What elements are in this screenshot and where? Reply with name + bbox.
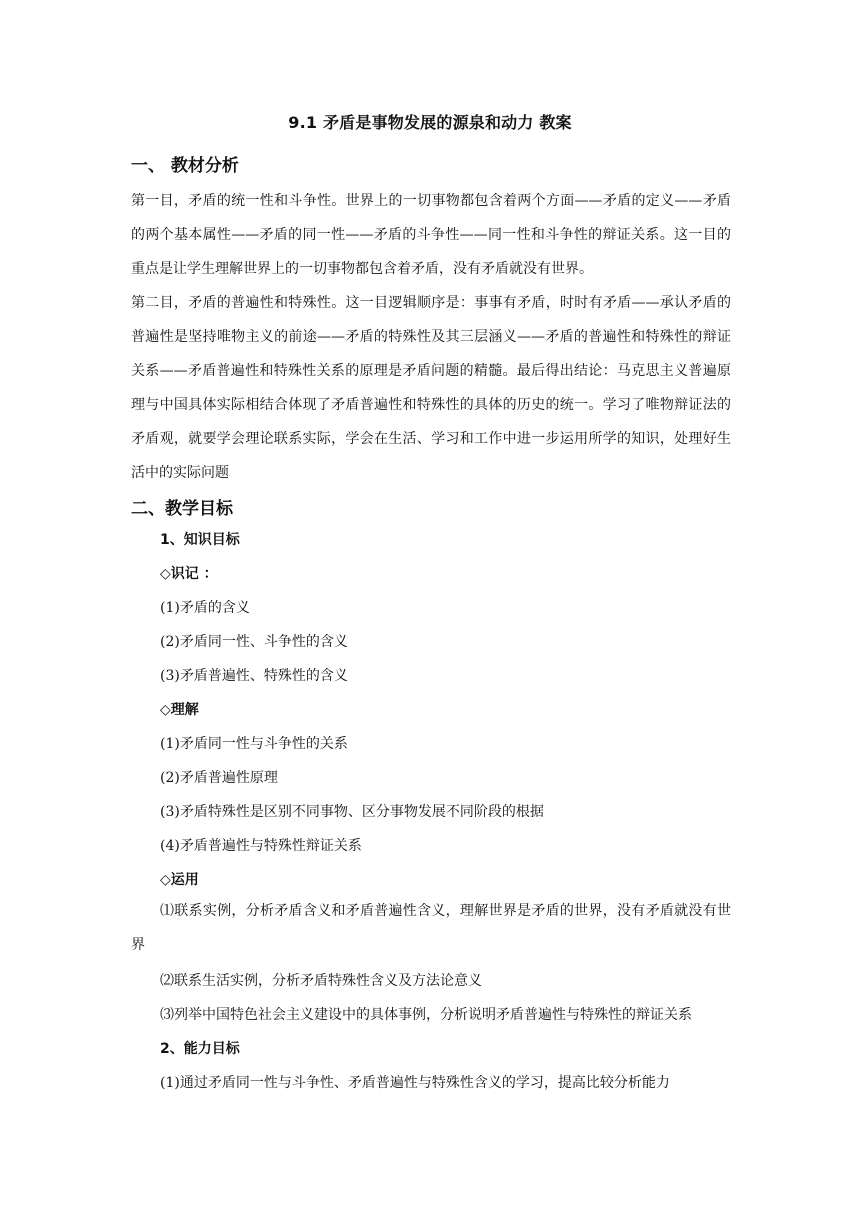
ability-item: (1)通过矛盾同一性与斗争性、矛盾普遍性与特殊性含义的学习，提高比较分析能力 xyxy=(160,1075,670,1091)
paragraph-second-topic: 第二目，矛盾的普遍性和特殊性。这一目逻辑顺序是：事事有矛盾，时时有矛盾——承认矛盾的普遍性是坚持唯物主义的前途——矛盾的特殊性及其三层涵义——矛盾的普遍性和特殊性的辩证关系——矛盾普遍性和特殊性关系的原理是矛盾问题的精髓。最后得出结论：马克思主义普遍原理与中国具体实际相结合体现了矛盾普遍性和特殊性的具体的历史的统一。学习了唯物辩证法的矛盾观，就要学会理论联系实际，学会在生活、学习和工作中进一步运用所学的知识，处理好生活中的实际问题 xyxy=(131,295,731,481)
recall-item: (1)矛盾的含义 xyxy=(160,600,250,616)
apply-item: ⑵联系生活实例，分析矛盾特殊性含义及方法论意义 xyxy=(160,973,482,989)
recall-item: (2)矛盾同一性、斗争性的含义 xyxy=(160,634,348,650)
recall-heading: ◇识记 ： xyxy=(160,566,218,582)
ability-goals-heading: 2、能力目标 xyxy=(160,1041,240,1057)
section-heading-textbook-analysis: 一、 教材分析 xyxy=(131,156,239,176)
apply-heading: ◇运用 xyxy=(160,872,199,888)
apply-item: ⑴联系实例，分析矛盾含义和矛盾普遍性含义，理解世界是矛盾的世界，没有矛盾就没有世界 xyxy=(131,903,731,953)
understand-heading: ◇理解 xyxy=(160,702,199,718)
understand-item: (3)矛盾特殊性是区别不同事物、区分事物发展不同阶段的根据 xyxy=(160,804,544,820)
understand-item: (4)矛盾普遍性与特殊性辩证关系 xyxy=(160,838,362,854)
document-title: 9.1 矛盾是事物发展的源泉和动力 教案 xyxy=(288,113,572,132)
knowledge-goals-heading: 1、知识目标 xyxy=(160,532,240,548)
paragraph-first-topic: 第一目，矛盾的统一性和斗争性。世界上的一切事物都包含着两个方面——矛盾的定义——矛盾的两个基本属性——矛盾的同一性——矛盾的斗争性——同一性和斗争性的辩证关系。这一目的重点是让学生理解世界上的一切事物都包含着矛盾，没有矛盾就没有世界。 xyxy=(131,193,731,277)
understand-item: (2)矛盾普遍性原理 xyxy=(160,770,278,786)
understand-item: (1)矛盾同一性与斗争性的关系 xyxy=(160,736,348,752)
recall-item: (3)矛盾普遍性、特殊性的含义 xyxy=(160,668,348,684)
apply-item: ⑶列举中国特色社会主义建设中的具体事例，分析说明矛盾普遍性与特殊性的辩证关系 xyxy=(160,1007,692,1023)
section-heading-teaching-goals: 二、教学目标 xyxy=(131,499,233,519)
